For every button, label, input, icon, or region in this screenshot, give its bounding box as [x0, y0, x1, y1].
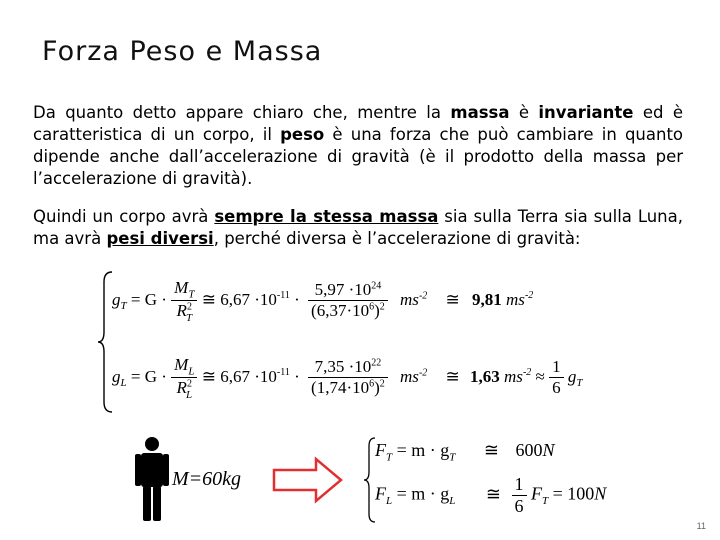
- earth-frac-den-sub: T: [185, 311, 193, 324]
- p1-massa: massa: [450, 103, 510, 122]
- force-earth-result: 600: [515, 440, 543, 460]
- earth-radius-exp: 6: [369, 301, 375, 313]
- moon-approx2: ≅: [445, 366, 460, 386]
- earth-units-exp: -2: [418, 290, 428, 302]
- p2-text-2: sia sulla Terra sia sulla Luna, ma avrà: [33, 207, 683, 248]
- moon-mass-val: 7,35 ·10: [314, 357, 372, 377]
- moon-frac-num: M: [174, 355, 189, 374]
- mass-label: M=60kg: [172, 468, 242, 490]
- earth-frac-num-sub: T: [188, 288, 195, 301]
- force-earth-unit: N: [542, 440, 555, 460]
- earth-approx2: ≅: [445, 289, 460, 309]
- earth-frac-den: R: [176, 301, 187, 321]
- force-frac-six: 6: [514, 496, 524, 516]
- moon-result-units: ms: [504, 366, 523, 386]
- p1-invariante: invariante: [538, 103, 634, 122]
- moon-dot: ·: [294, 366, 300, 386]
- p1-text-1: Da quanto detto appare chiaro che, mentre la: [33, 103, 451, 122]
- earth-radius-sq: 2: [379, 301, 385, 313]
- earth-mass-val: 5,97 ·10: [314, 280, 372, 300]
- p2-text-1: Quindi un corpo avrà: [33, 207, 215, 226]
- moon-frac-mr: [171, 355, 197, 401]
- earth-mass-exp: 24: [371, 280, 382, 292]
- earth-force-equation: [375, 440, 555, 464]
- moon-gexp: -11: [276, 367, 290, 379]
- moon-lhs: g: [112, 366, 121, 386]
- p1-peso: peso: [280, 125, 325, 144]
- moon-result-units-exp: -2: [522, 367, 532, 379]
- right-arrow-icon: [272, 456, 344, 504]
- moon-frac-num-sub: L: [188, 365, 195, 378]
- earth-radius-val: 6,37·10: [316, 301, 370, 321]
- force-earth-eq: = m · g: [396, 440, 450, 460]
- moon-units: ms: [400, 366, 419, 386]
- moon-frac-values: $\frac{7,35 \cdot 10^{22}}{(1,74\cdot 10^6)^2}$: [308, 357, 388, 398]
- page-number: 11: [696, 521, 706, 531]
- moon-lhs-sub: L: [120, 377, 127, 390]
- force-frac-one: 1: [512, 474, 527, 496]
- force-moon-lhs: F: [375, 483, 386, 504]
- force-moon-approx: ≅: [485, 483, 501, 504]
- earth-gravity-equation: [112, 278, 533, 324]
- force-moon-frac: [512, 474, 527, 517]
- moon-gravity-equation: [112, 355, 583, 401]
- p1-text-2: è: [509, 103, 539, 122]
- moon-frac-den-sup: 2: [186, 378, 192, 390]
- moon-eq: = G ·: [130, 366, 167, 386]
- moon-radius-exp: 6: [369, 378, 375, 390]
- earth-frac-mr: [171, 278, 197, 324]
- moon-frac-six: 6: [552, 378, 561, 398]
- force-earth-lhs: F: [375, 440, 386, 460]
- person-icon: [134, 436, 170, 522]
- earth-frac-den-sup: 2: [186, 301, 192, 313]
- p1-text-3: ed è caratteristica di un corpo, il: [33, 103, 683, 144]
- force-moon-eq2: = 100: [552, 483, 595, 504]
- moon-force-equation: [375, 474, 606, 517]
- moon-gconst: 6,67 ·10: [220, 366, 277, 386]
- earth-gexp: -11: [276, 290, 290, 302]
- moon-frac-sixth: [549, 357, 564, 398]
- earth-lhs: g: [112, 289, 121, 309]
- moon-radius-val: 1,74·10: [316, 378, 370, 398]
- p2-sempre: sempre la stessa massa: [214, 207, 439, 226]
- moon-frac-den: R: [176, 378, 187, 398]
- earth-eq: = G ·: [130, 289, 167, 309]
- earth-frac-num: M: [174, 278, 189, 297]
- slide-title: Forza Peso e Massa: [42, 36, 323, 67]
- earth-units: ms: [400, 289, 419, 309]
- force-moon-FT-sub: T: [542, 495, 549, 508]
- earth-dot: ·: [294, 289, 300, 309]
- p2-text-3: , perché diversa è l’accelerazione di gravità:: [213, 229, 581, 248]
- p1-text-4: è una forza che può cambiare in quanto dipende anche dall’accelerazione di gravità (è il prodotto della massa per l’accelerazione di gravità).: [33, 125, 684, 188]
- moon-result: 1,63: [470, 366, 500, 386]
- force-moon-lhs-sub: L: [386, 495, 393, 508]
- moon-frac-one: 1: [549, 357, 564, 378]
- paragraph-2: [33, 206, 683, 250]
- moon-approx1: ≅: [201, 366, 216, 386]
- earth-lhs-sub: T: [120, 300, 127, 313]
- earth-result-units-exp: -2: [524, 290, 534, 302]
- moon-gT: g: [567, 366, 577, 386]
- p2-pesi: pesi diversi: [106, 229, 214, 248]
- moon-units-exp: -2: [418, 367, 428, 379]
- earth-approx1: ≅: [201, 289, 216, 309]
- earth-result-units: ms: [506, 289, 525, 309]
- moon-approx3: ≈: [535, 366, 545, 386]
- force-moon-FT: F: [531, 483, 542, 504]
- force-earth-approx: ≅: [483, 440, 499, 460]
- paragraph-1: [33, 102, 683, 190]
- earth-result: 9,81: [472, 289, 502, 309]
- moon-radius-sq: 2: [379, 378, 385, 390]
- force-moon-eq: = m · g: [396, 483, 450, 504]
- force-earth-eq-sub: T: [449, 451, 456, 464]
- earth-frac-values: $\frac{5,97 \cdot 10^{24}}{(6,37\cdot 10^6)^2}$: [308, 280, 388, 321]
- moon-frac-den-sub: L: [185, 388, 193, 401]
- moon-mass-exp: 22: [371, 357, 382, 369]
- earth-gconst: 6,67 ·10: [220, 289, 277, 309]
- force-moon-unit: N: [594, 483, 607, 504]
- force-moon-eq-sub: L: [449, 495, 456, 508]
- force-earth-lhs-sub: T: [386, 451, 393, 464]
- moon-gT-sub: T: [576, 377, 583, 390]
